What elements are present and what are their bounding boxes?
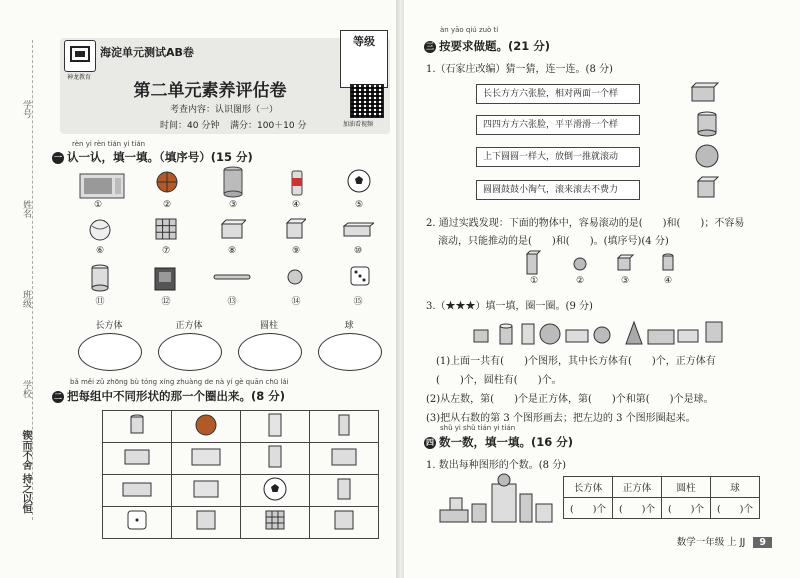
section2-title <box>52 388 285 404</box>
section1-pinyin: rèn yi rèn tián yi tián <box>72 140 146 148</box>
item-label-4: ④ <box>291 200 301 210</box>
box-icon <box>310 443 378 470</box>
section3-title-text: 按要求做题。(21 分) <box>439 39 551 53</box>
soda-can-icon <box>290 168 304 198</box>
q2-label-3: ③ <box>620 276 630 286</box>
cylinder-icon <box>566 330 588 342</box>
grid-cell[interactable] <box>103 443 172 475</box>
box-icon <box>218 218 246 240</box>
grid-cell[interactable] <box>103 411 172 443</box>
soccer-ball-icon <box>241 475 309 502</box>
logo-icon <box>65 41 95 71</box>
can-icon <box>222 166 244 198</box>
header-cylinder: 圆柱 <box>662 477 711 498</box>
small-ball-icon <box>286 268 304 286</box>
item-label-7: ⑦ <box>161 246 171 256</box>
cube-icon <box>616 254 634 272</box>
publisher-logo <box>64 40 96 72</box>
section3-q3-line4: (3)把从右数的第 3 个图形画去；把左边的 3 个图形圈起来。 <box>426 413 696 424</box>
grid-cell[interactable] <box>241 507 310 539</box>
section2-badge: 二 <box>54 392 62 401</box>
cylinder-icon <box>661 252 675 274</box>
cuboid-icon <box>474 330 488 342</box>
sphere-icon <box>594 327 610 343</box>
grid-cell[interactable] <box>172 443 241 475</box>
cuboid-icon <box>648 330 674 344</box>
section3-q3-line2: ( )个，圆柱有( )个。 <box>436 375 562 386</box>
cube-icon <box>310 507 378 534</box>
section3-q3-line1: (1)上面一共有( )个图形，其中长方体有( )个，正方体有 <box>436 356 716 367</box>
series-name: 海淀单元测试AB卷 <box>100 46 194 59</box>
q2-label-4: ④ <box>663 276 673 286</box>
cuboid-icon <box>172 475 240 502</box>
section3-q1: 1.（石家庄改编）猜一猜，连一连。(8 分) <box>426 64 613 75</box>
section1-title <box>52 149 253 165</box>
student-id-label: 学号 <box>21 100 31 118</box>
section2-title-text: 把每组中不同形状的那一个圈出来。(8 分) <box>67 389 286 403</box>
item-label-3: ③ <box>228 200 238 210</box>
grid-cell[interactable] <box>103 507 172 539</box>
block-structure <box>436 470 556 526</box>
section1-title-text: 认一认，填一填。（填序号）(15 分) <box>67 150 253 164</box>
grid-cell[interactable] <box>310 475 379 507</box>
category-cylinder-label: 圆柱 <box>259 321 278 331</box>
cuboid-icon <box>103 443 171 470</box>
section3-pinyin: àn yāo qiú zuò tí <box>440 26 499 34</box>
qr-caption: 加油看视频 <box>343 121 374 128</box>
answer-cube[interactable]: ( )个 <box>613 498 662 519</box>
category-cube-label: 正方体 <box>175 321 203 331</box>
page-number: 9 <box>753 537 772 548</box>
grid-cell[interactable] <box>310 411 379 443</box>
item-label-10: ⑩ <box>353 246 363 256</box>
cuboid-icon[interactable] <box>690 82 720 104</box>
cube-icon <box>706 322 722 342</box>
answer-oval-sphere[interactable] <box>318 333 382 371</box>
section4-q1: 1. 数出每种图形的个数。(8 分) <box>426 460 567 471</box>
glass-icon <box>241 411 309 438</box>
answer-cuboid[interactable]: ( )个 <box>564 498 613 519</box>
item-label-11: ⑪ <box>95 297 105 307</box>
item-label-15: ⑮ <box>353 297 363 307</box>
q2-label-1: ① <box>529 276 539 286</box>
item-label-5: ⑤ <box>354 200 364 210</box>
speaker-box-icon <box>152 264 178 292</box>
riddle-2[interactable]: 四四方方六张脸，平平滑滑一个样 <box>476 115 640 135</box>
sphere-icon <box>572 256 588 272</box>
section3-q3-line3: (2)从左数，第( )个是正方体，第( )个和第( )个是球。 <box>426 394 714 405</box>
answer-oval-cylinder[interactable] <box>238 333 302 371</box>
answer-oval-cuboid[interactable] <box>78 333 142 371</box>
footer-label: 数学一年级 上 JJ <box>676 537 746 548</box>
exam-score: 满分：100＋10 分 <box>230 121 307 131</box>
shapes-row <box>470 318 730 348</box>
item-label-9: ⑨ <box>291 246 301 256</box>
class-label: 班级 <box>21 290 31 308</box>
stick-icon <box>212 272 252 282</box>
header-cuboid: 长方体 <box>564 477 613 498</box>
count-table <box>563 476 760 519</box>
qr-code[interactable] <box>350 84 384 118</box>
cylinder-icon[interactable] <box>696 110 718 138</box>
long-box-icon <box>342 222 374 238</box>
category-cuboid-label: 长方体 <box>95 321 123 331</box>
section4-pinyin: shǔ yi shǔ tián yi tián <box>440 424 516 432</box>
grid-cell[interactable] <box>310 443 379 475</box>
grid-cell[interactable] <box>241 443 310 475</box>
item-label-1: ① <box>93 200 103 210</box>
item-label-8: ⑧ <box>227 246 237 256</box>
exam-content: 考查内容：认识图形（一） <box>170 105 279 115</box>
riddle-4[interactable]: 圆圆鼓鼓小淘气，滚来滚去不费力 <box>476 180 640 200</box>
grid-cell[interactable] <box>241 411 310 443</box>
cylinder-icon <box>522 324 534 344</box>
section4-title-text: 数一数，填一填。(16 分) <box>439 435 574 449</box>
riddle-3[interactable]: 上下圆圆一样大，放倒一推就滚动 <box>476 147 640 167</box>
dice-icon <box>103 507 171 534</box>
soccer-ball-icon <box>346 168 372 194</box>
cube-icon <box>172 507 240 534</box>
answer-cylinder[interactable]: ( )个 <box>662 498 711 519</box>
microwave-icon <box>78 170 128 202</box>
riddle-1[interactable]: 长长方方六张脸，相对两面一个样 <box>476 84 640 104</box>
grid-cell[interactable] <box>310 507 379 539</box>
item-label-13: ⑬ <box>227 297 237 307</box>
cuboid-icon <box>525 250 541 276</box>
section3-q2-line1: 2. 通过实践发现：下面的物体中，容易滚动的是( )和( )；不容易 <box>426 218 745 229</box>
cube-icon[interactable] <box>696 176 720 200</box>
cube-icon <box>284 218 306 240</box>
section3-title <box>424 38 550 54</box>
grid-cell[interactable] <box>241 475 310 507</box>
grid-cell[interactable] <box>172 507 241 539</box>
sphere-icon <box>540 324 560 344</box>
logo-caption: 神龙教育 <box>66 74 91 81</box>
header-sphere: 球 <box>711 477 760 498</box>
basketball-icon <box>155 170 179 194</box>
school-label: 学校 <box>21 380 31 398</box>
section3-q2-line2: 滚动，只能推动的是( )和( )。(填序号)(4 分) <box>438 236 669 247</box>
slogan: 锲而不舍 持之以恒 <box>20 430 31 514</box>
page-title: 第二单元素养评估卷 <box>133 81 287 101</box>
cylinder-icon <box>103 411 171 438</box>
cylinder-icon <box>310 475 378 502</box>
cylinder-icon <box>241 443 309 470</box>
striped-ball-icon <box>88 218 112 242</box>
cuboid-icon <box>103 475 171 502</box>
pyramid-icon <box>626 322 642 344</box>
section2-pinyin: bǎ měi zǔ zhōng bù tóng xíng zhuàng de nà yí gè quān chū lái <box>70 378 289 386</box>
answer-oval-cube[interactable] <box>158 333 222 371</box>
dice-icon <box>348 264 372 288</box>
section3-q3: 3.（★★★）填一填，圈一圈。(9 分) <box>426 301 593 312</box>
header-cube: 正方体 <box>613 477 662 498</box>
grid-cell[interactable] <box>103 475 172 507</box>
q2-label-2: ② <box>575 276 585 286</box>
section4-title <box>424 434 573 450</box>
bottle-icon <box>310 411 378 438</box>
item-label-12: ⑫ <box>161 297 171 307</box>
item-label-14: ⑭ <box>291 297 301 307</box>
grade-label: 等级 <box>353 35 375 48</box>
basketball-icon <box>172 411 240 438</box>
section3-badge: 三 <box>426 42 434 51</box>
circle-grid <box>102 410 379 539</box>
exam-time: 时间：40 分钟 <box>160 121 220 131</box>
grade-box <box>340 30 388 88</box>
grid-cell[interactable] <box>172 475 241 507</box>
rubiks-cube-icon <box>153 216 179 242</box>
cylinder-icon <box>90 264 110 292</box>
item-label-6: ⑥ <box>95 246 105 256</box>
rubiks-cube-icon <box>241 507 309 534</box>
box-icon <box>172 443 240 470</box>
item-label-2: ② <box>162 200 172 210</box>
cylinder-icon <box>678 330 698 342</box>
category-sphere-label: 球 <box>344 321 354 331</box>
answer-sphere[interactable]: ( )个 <box>711 498 760 519</box>
cylinder-icon <box>500 324 512 344</box>
section4-badge: 四 <box>426 438 434 447</box>
footer <box>677 534 772 548</box>
grid-cell[interactable] <box>172 411 241 443</box>
section1-badge: 一 <box>54 153 62 162</box>
sphere-icon[interactable] <box>694 143 720 169</box>
name-label: 姓名 <box>21 200 31 218</box>
